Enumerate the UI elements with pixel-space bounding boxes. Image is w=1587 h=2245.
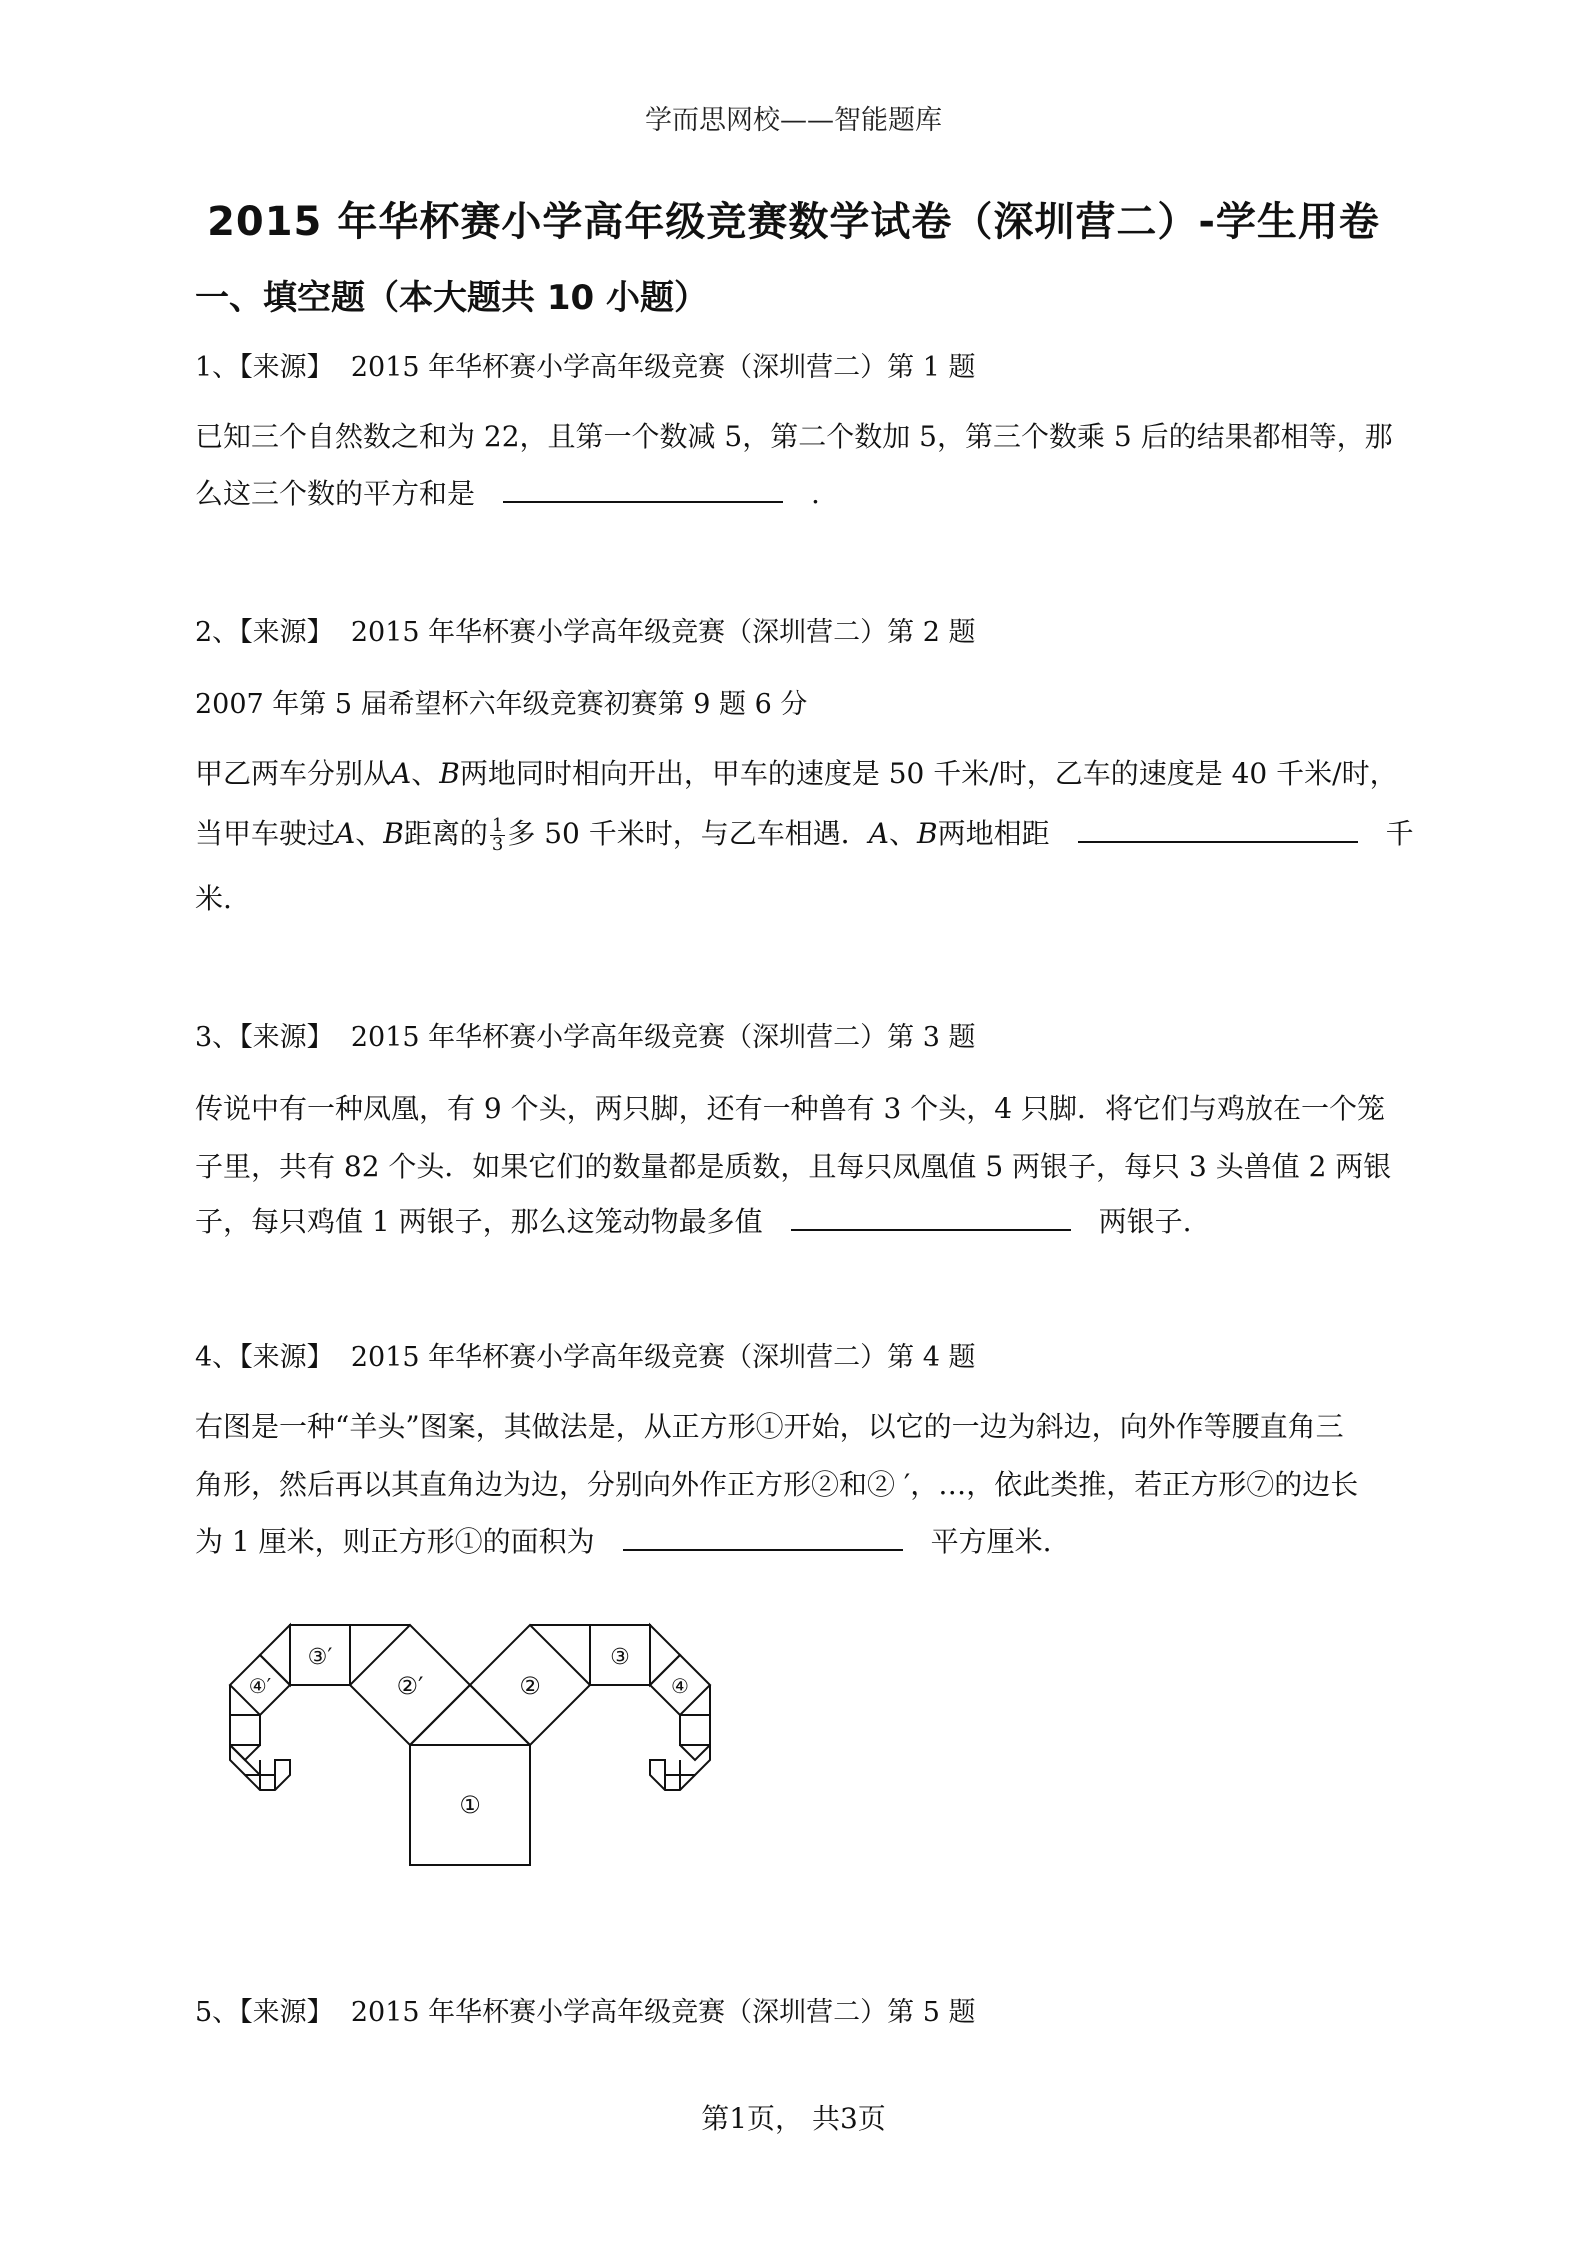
- q2-text-line3: 米.: [195, 882, 232, 915]
- q3-answer-blank[interactable]: [791, 1203, 1071, 1231]
- section-heading: 一、填空题（本大题共 10 小题）: [195, 278, 708, 318]
- q4-text-line1: 右图是一种“羊头”图案，其做法是，从正方形①开始，以它的一边为斜边，向外作等腰直角三: [195, 1410, 1344, 1443]
- q2-note: 2007 年第 5 届希望杯六年级竞赛初赛第 9 题 6 分: [195, 689, 808, 720]
- fraction-one-third: $\frac{1}{3}$: [491, 815, 504, 855]
- q5-source: 5、【来源】 2015 年华杯赛小学高年级竞赛（深圳营二）第 5 题: [195, 1997, 976, 2028]
- label-square-1: ①: [459, 1791, 481, 1819]
- q4-text-line2: 角形，然后再以其直角边为边，分别向外作正方形②和② ′，…，依此类推，若正方形⑦的边长: [195, 1468, 1359, 1501]
- triangle-right-5: [680, 1745, 710, 1760]
- q1-answer-blank[interactable]: [503, 475, 783, 503]
- q4-source: 4、【来源】 2015 年华杯赛小学高年级竞赛（深圳营二）第 4 题: [195, 1342, 976, 1373]
- page-header: 学而思网校——智能题库: [645, 105, 942, 136]
- label-square-4: ④: [671, 1674, 689, 1698]
- q2-answer-blank[interactable]: [1078, 815, 1358, 843]
- q2-source: 2、【来源】 2015 年华杯赛小学高年级竞赛（深圳营二）第 2 题: [195, 617, 976, 648]
- label-square-4-prime: ④′: [248, 1674, 272, 1698]
- square-5: [680, 1715, 710, 1745]
- paper-title: 2015 年华杯赛小学高年级竞赛数学试卷（深圳营二）-学生用卷: [207, 199, 1380, 245]
- q4-text-line3: 为 1 厘米，则正方形①的面积为 平方厘米.: [195, 1525, 1052, 1558]
- q3-text-line1: 传说中有一种凤凰，有 9 个头，两只脚，还有一种兽有 3 个头，4 只脚．将它们与鸡放在一个笼: [195, 1092, 1385, 1125]
- label-square-2-prime: ②′: [396, 1672, 424, 1700]
- label-square-3: ③: [610, 1645, 630, 1670]
- rams-head-figure: [215, 1610, 725, 1880]
- square-5-prime: [230, 1715, 260, 1745]
- q3-text-line2: 子里，共有 82 个头．如果它们的数量都是质数，且每只凤凰值 5 两银子，每只 3 头兽值 2 两银: [195, 1150, 1392, 1183]
- q4-answer-blank[interactable]: [623, 1523, 903, 1551]
- triangle-left-5: [230, 1745, 260, 1760]
- q3-source: 3、【来源】 2015 年华杯赛小学高年级竞赛（深圳营二）第 3 题: [195, 1022, 976, 1053]
- q1-source: 1、【来源】 2015 年华杯赛小学高年级竞赛（深圳营二）第 1 题: [195, 352, 976, 383]
- label-square-2: ②: [519, 1672, 541, 1700]
- q1-text-line2: 么这三个数的平方和是 .: [195, 477, 820, 510]
- q2-text-line2: 当甲车驶过A、B距离的 $\frac{1}{3}$ 多 50 千米时，与乙车相遇．A、B两地相距 千: [195, 815, 1414, 855]
- q3-text-line3: 子，每只鸡值 1 两银子，那么这笼动物最多值 两银子.: [195, 1205, 1192, 1238]
- triangle-top: [410, 1685, 530, 1745]
- q2-text-line1: 甲乙两车分别从A、B两地同时相向开出，甲车的速度是 50 千米/时，乙车的速度是 40 千米/时，: [195, 757, 1398, 790]
- label-square-3-prime: ③′: [307, 1645, 333, 1670]
- q1-text-line1: 已知三个自然数之和为 22，且第一个数减 5，第二个数加 5，第三个数乘 5 后的结果都相等，那: [195, 420, 1393, 453]
- page-footer: 第1页， 共3页: [701, 2102, 886, 2135]
